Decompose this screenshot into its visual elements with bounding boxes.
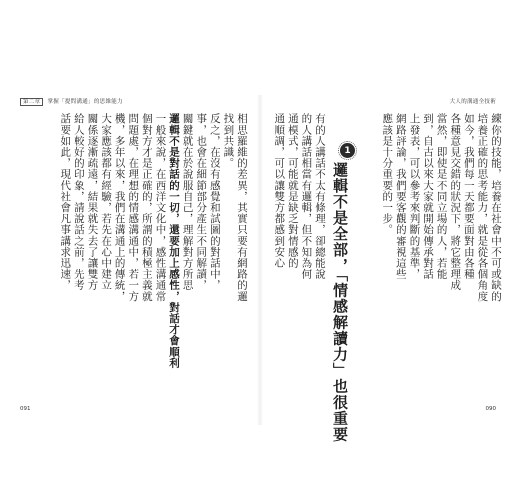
body-line: 找到共識。 [222,113,235,169]
body-line: 如今，我們每一天都要面對由各種 [462,113,475,280]
body-line: 到，自古以來大家就開始傳承對話 [422,113,435,280]
body-line: 的人講話相當有邏輯，但不知為何 [300,113,313,280]
body-line: 大家應該都有經驗，若先在心中建立 [100,113,113,291]
left-body-text [58,113,248,403]
body-line: 網路評論，我們要客觀的審視這些 [394,113,407,280]
body-line: 一般來說，在西洋文化中，感性溝通常 [154,113,167,302]
body-line: 各種意見交錯的狀況下，將它整理成 [449,113,462,291]
body-line: 有的人講話不太有條理，卻總能說 [314,113,326,280]
left-running-head [20,97,123,105]
section-heading: 邏輯不是全部，「情感解讀力」也很重要 [331,162,349,443]
body-line: 當然，即使是不同立場的人，若能 [435,113,448,280]
body-line: 培養正確的思考能力，就是從各個角度 [476,113,489,302]
left-page-number: 091 [20,406,31,412]
body-line: 問題處，在理想的情感溝通中，若一方 [127,113,140,302]
body-line: 應該是十分重要的一步。 [381,113,394,236]
body-line: 通模式，可能就是缺乏對情感的 [286,113,299,269]
right-running-head: 大人的溝通全技術 [449,99,496,105]
right-bottom-text [270,113,326,403]
body-line: 事，也會在細節部分產生不同解讀， [195,113,208,291]
body-line: 個對方才是正確的，所謂的積極主義就 [140,113,153,302]
subheading: 邏輯不是對話的一切，還要加上感性，對話才會順利 [168,113,181,369]
body-line: 話要如此，現代社會凡事講求迅速， [59,113,72,291]
chapter-label: 第二章 [20,98,43,106]
body-line: 通順調，可以讓雙方都感到安心 [273,113,286,269]
body-line: 反之，在沒有感覺和試圖的對話中， [208,113,221,291]
body-line: 相思羅維的差異，其實只要有網路的邏 [236,113,248,302]
body-line: 機，多年以來，我們在溝通上的傳統， [113,113,126,302]
section-number-badge: 1 [340,143,355,158]
body-line: 關係逐漸疏遠，結果就失去了讓雙方 [86,113,99,291]
chapter-title: 掌握「提問溝通」的思維能力 [47,99,123,105]
body-line: 練你的技能，培養在社會中不可或缺的 [490,113,502,302]
right-page-number: 090 [485,406,496,412]
body-line: 關鍵就在於說服自己，理解對方所思 [181,113,194,291]
body-line: 上發表，可以參考來判斷的基準， [408,113,421,280]
right-top-text [370,113,502,403]
body-line: 給人較好的印象，請說話之前，先考 [72,113,85,291]
